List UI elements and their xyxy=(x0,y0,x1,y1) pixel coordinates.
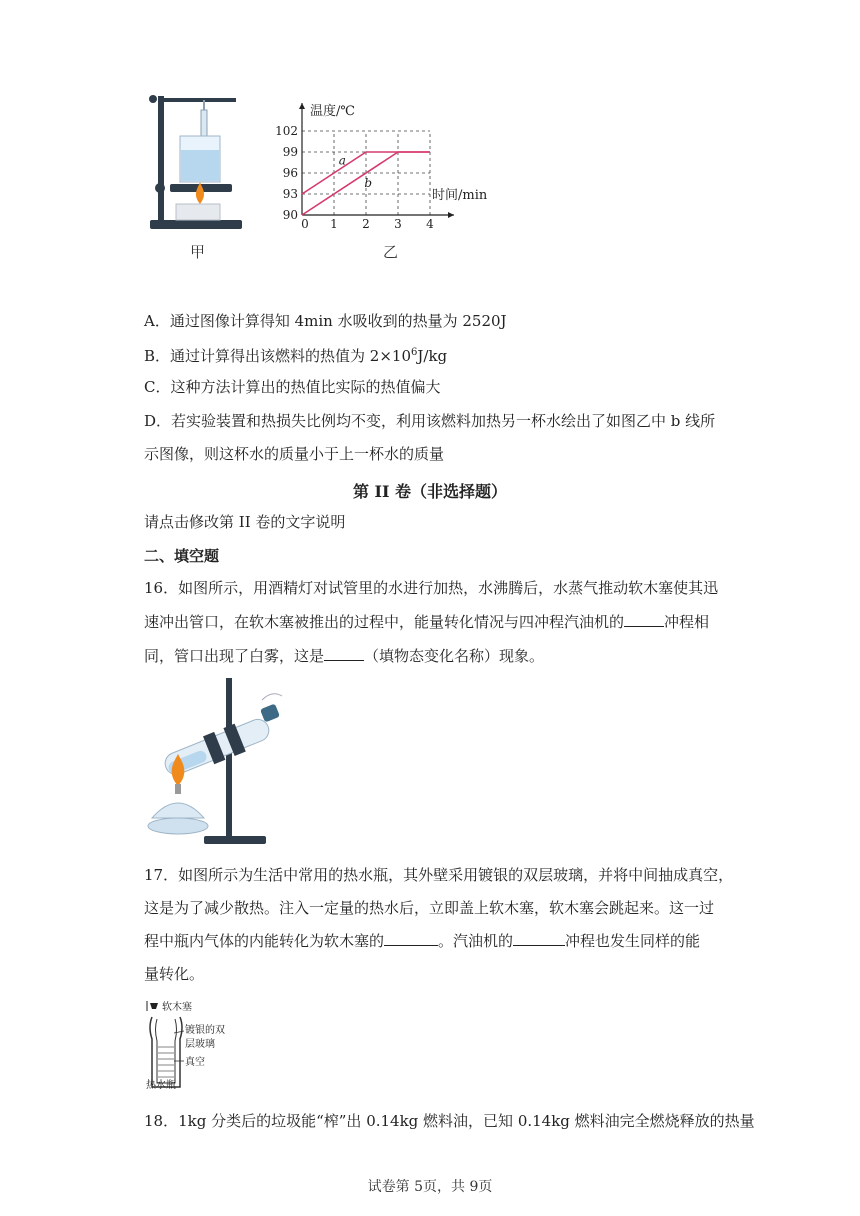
y-tick-label: 102 xyxy=(275,124,298,138)
q16-blank-1[interactable] xyxy=(624,612,664,627)
y-tick-label: 93 xyxy=(282,187,298,201)
section-title: 第 II 卷（非选择题） xyxy=(352,482,508,501)
q17-blank-1[interactable] xyxy=(384,931,438,946)
q16-line3-text: 同，管口出现了白雾，这是 xyxy=(144,647,325,665)
page-footer: 试卷第 5页，共 9页 xyxy=(367,1179,493,1195)
option-b-exponent: 6 xyxy=(411,347,418,358)
q17-line2: 这是为了减少散热。注入一定量的热水后，立即盖上软木塞，软木塞会跳起来。这一过 xyxy=(144,899,715,917)
q17-line1: 17．如图所示为生活中常用的热水瓶，其外壁采用镀银的双层玻璃，并将中间抽成真空， xyxy=(144,866,734,884)
option-c: C．这种方法计算出的热值比实际的热值偏大 xyxy=(144,378,441,396)
series-label-b: b xyxy=(364,176,373,190)
q16-line2-text: 速冲出管口，在软木塞被推出的过程中，能量转化情况与四冲程汽油机的 xyxy=(144,613,625,631)
x-tick-label: 2 xyxy=(362,217,370,231)
y-tick-label: 90 xyxy=(282,208,298,222)
q17-line3 xyxy=(144,931,820,951)
section-note[interactable]: 请点击修改第 II 卷的文字说明 xyxy=(144,513,346,531)
y-axis-label: 温度/℃ xyxy=(310,104,355,119)
q17-line4: 量转化。 xyxy=(144,965,205,983)
label-glass-line2: 层玻璃 xyxy=(185,1039,215,1050)
x-tick-label: 0 xyxy=(301,217,309,231)
q17-line3-tail: 冲程也发生同样的能 xyxy=(565,932,701,950)
heating-apparatus-figure xyxy=(140,90,250,240)
label-vacuum: 真空 xyxy=(185,1057,205,1068)
q16-line3-tail: （填物态变化名称）现象。 xyxy=(364,647,545,665)
y-tick-label: 99 xyxy=(282,145,298,159)
y-axis-arrow xyxy=(299,103,305,109)
q16-line3 xyxy=(144,646,820,666)
q16-line2-tail: 冲程相 xyxy=(664,613,710,631)
option-b-text: B．通过计算得出该燃料的热值为 2×10 xyxy=(144,347,411,365)
option-b xyxy=(144,343,820,366)
q17-line3-text: 程中瓶内气体的内能转化为软木塞的 xyxy=(144,932,385,950)
q17-line3-mid: 。汽油机的 xyxy=(438,932,514,950)
q16-line1: 16．如图所示，用酒精灯对试管里的水进行加热，水沸腾后，水蒸气推动软木塞使其迅 xyxy=(144,579,719,597)
q17-blank-2[interactable] xyxy=(513,931,565,946)
temperature-time-chart xyxy=(272,95,512,235)
option-b-unit: J/kg xyxy=(417,347,448,365)
figure-caption-left: 甲 xyxy=(190,243,206,261)
figure-caption-right: 乙 xyxy=(383,243,399,261)
x-tick-label: 1 xyxy=(330,217,338,231)
thermos-figure xyxy=(144,995,254,1093)
label-bottle: 热水瓶 xyxy=(146,1080,176,1091)
option-d-line2: 示图像，则这杯水的质量小于上一杯水的质量 xyxy=(144,445,445,463)
x-axis-arrow xyxy=(448,212,454,218)
label-glass-line1: 镀银的双 xyxy=(185,1025,225,1036)
q18-line1: 18．1kg 分类后的垃圾能“榨”出 0.14kg 燃料油，已知 0.14kg 燃料油完全燃烧释放的热量 xyxy=(144,1112,755,1130)
q16-line2 xyxy=(144,612,820,632)
y-tick-label: 96 xyxy=(282,166,298,180)
q16-blank-2[interactable] xyxy=(324,646,364,661)
series-label-a: a xyxy=(338,153,346,168)
option-d-line1: D．若实验装置和热损失比例均不变，利用该燃料加热另一杯水绘出了如图乙中 b 线所 xyxy=(144,412,716,430)
x-tick-label: 4 xyxy=(426,217,434,231)
x-tick-label: 3 xyxy=(394,217,402,231)
x-axis-label: 时间/min xyxy=(432,187,488,203)
label-cork: 软木塞 xyxy=(162,1002,192,1013)
part-heading: 二、填空题 xyxy=(144,547,220,565)
option-a: A．通过图像计算得知 4min 水吸收到的热量为 2520J xyxy=(144,312,507,330)
test-tube-apparatus-figure xyxy=(142,676,302,848)
